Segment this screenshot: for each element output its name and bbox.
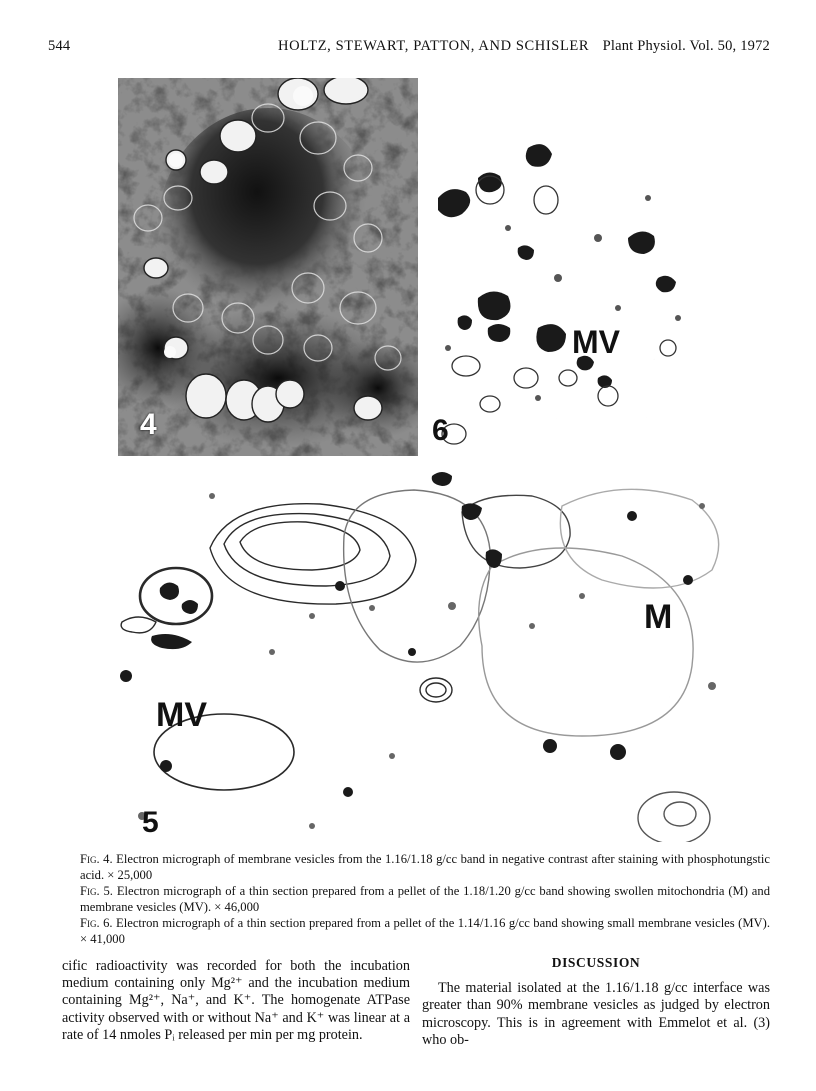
figure-captions: [80, 852, 770, 949]
running-authors: HOLTZ, STEWART, PATTON, AND SCHISLER: [278, 38, 590, 54]
caption-fig-4: [80, 852, 770, 883]
left-column: [62, 958, 410, 1044]
figure-5-label-m: M: [644, 598, 673, 636]
figure-6-number: 6: [432, 414, 449, 447]
caption-fig-5: [80, 884, 770, 915]
figure-4-micrograph: [118, 78, 418, 456]
figure-6-micrograph: [418, 78, 736, 460]
section-heading-discussion: DISCUSSION: [551, 955, 641, 970]
figure-6-label-mv: MV: [572, 324, 620, 360]
running-header: [48, 38, 770, 58]
caption-text: Electron micrograph of a thin section prepared from a pellet of the 1.18/1.20 g/cc band showing swollen mitochondria (M) and membrane vesicles (MV). × 46,000: [80, 884, 770, 914]
discussion-paragraph: The material isolated at the 1.16/1.18 g/cc interface was greater than 90% membrane vesicles as judged by electron microscopy. This is in agreement with Emmelot et al. (3) who ob-: [422, 980, 770, 1048]
caption-prefix: Fig. 5.: [80, 884, 113, 899]
left-column-paragraph: cific radioactivity was recorded for both the incubation medium containing only Mg²⁺ and the incubation medium containing Mg²⁺, Na⁺, and K⁺. The homogenate ATPase activity observed with or without Na⁺ and K⁺ was linear at a rate of 14 nmoles Pᵢ released per min per mg protein.: [62, 958, 410, 1043]
caption-fig-6: [80, 916, 770, 947]
caption-text: Electron micrograph of membrane vesicles from the 1.16/1.18 g/cc band in negative contrast after staining with phosphotungstic acid. × 25,000: [80, 852, 770, 882]
right-column: [422, 954, 770, 1049]
journal-citation: Plant Physiol. Vol. 50, 1972: [602, 38, 770, 54]
caption-prefix: Fig. 6.: [80, 916, 113, 931]
caption-text: Electron micrograph of a thin section prepared from a pellet of the 1.14/1.16 g/cc band showing small membrane vesicles (MV). × 41,000: [80, 916, 770, 946]
page-number: 544: [48, 38, 71, 54]
figure-5-number: 5: [142, 806, 159, 839]
caption-prefix: Fig. 4.: [80, 852, 113, 866]
figure-5-label-mv: MV: [156, 696, 207, 734]
figure-5-micrograph: [112, 456, 736, 842]
figure-4-number: 4: [140, 408, 157, 441]
